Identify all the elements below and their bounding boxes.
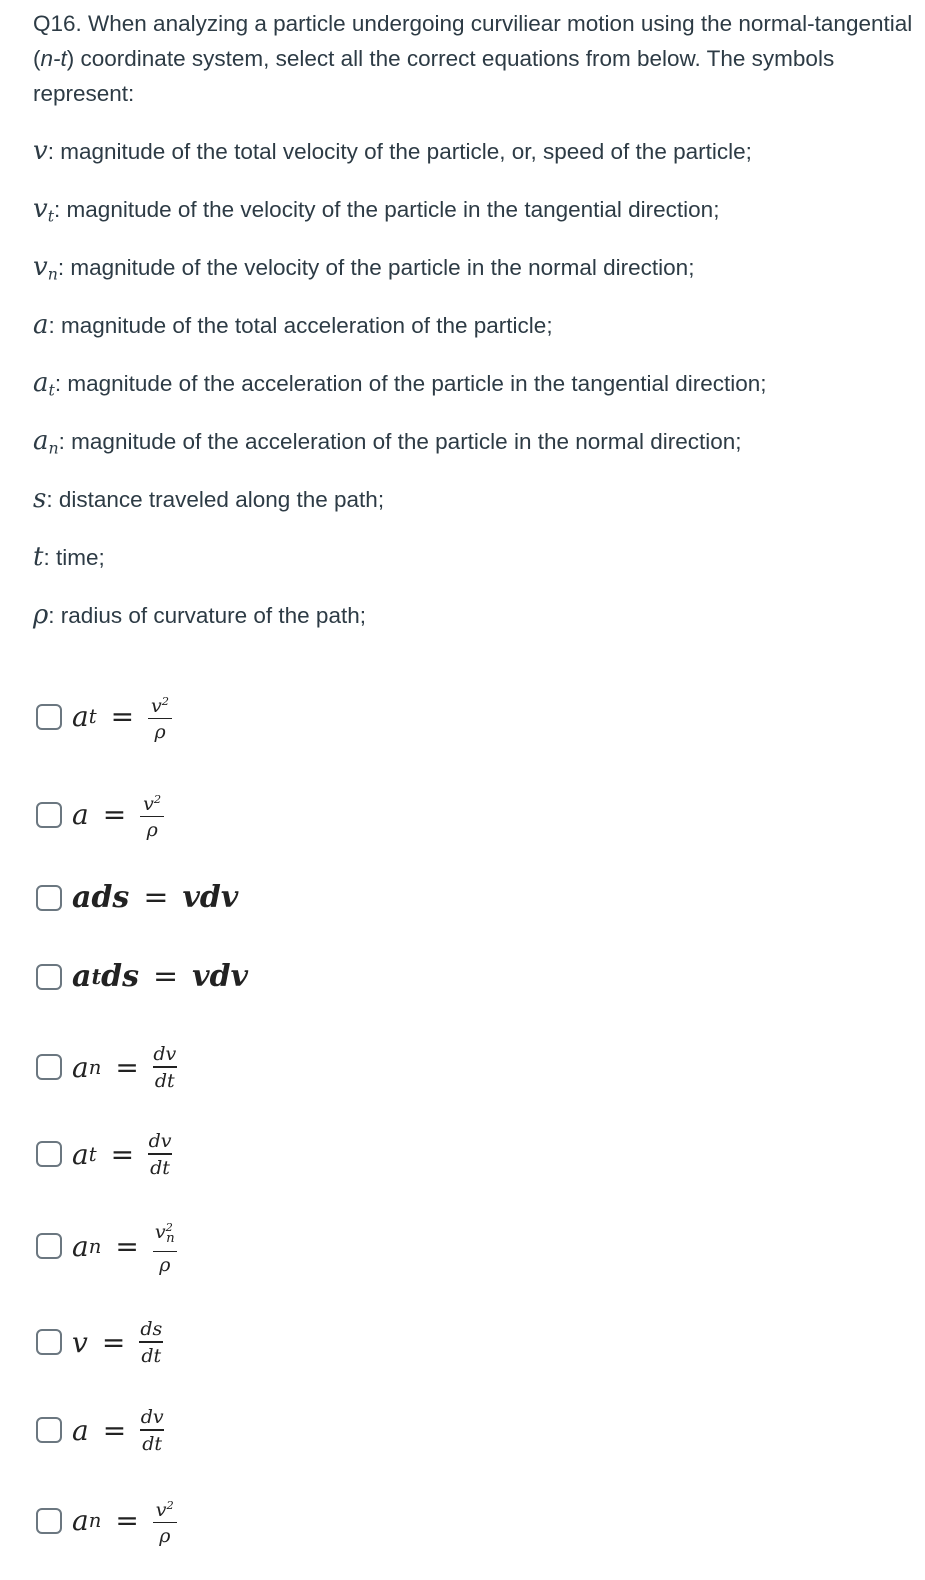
eq-sign: = (102, 798, 127, 832)
eq-lhs: a (72, 1137, 89, 1171)
question-text (33, 6, 913, 111)
option-checkbox[interactable] (36, 1054, 62, 1080)
option-checkbox[interactable] (36, 704, 62, 730)
symbol-description: : radius of curvature of the path; (48, 603, 366, 628)
option-a-dv-dt[interactable] (36, 1406, 164, 1455)
eq-lhs: a (72, 1413, 89, 1447)
symbol-def-a (33, 305, 553, 345)
eq-denominator: dt (142, 1432, 163, 1455)
symbol: v (33, 194, 48, 224)
symbol-description: : magnitude of the velocity of the particle in the tangential direction; (54, 197, 720, 222)
eq-numerator (155, 1216, 175, 1250)
symbol-description: : magnitude of the acceleration of the particle in the normal direction; (58, 429, 742, 454)
numerator-symbol: v (151, 694, 162, 717)
numerator-symbol: v (155, 1498, 167, 1521)
eq-sign: = (110, 700, 135, 734)
option-checkbox[interactable] (36, 1233, 62, 1259)
eq-sign: = (115, 1229, 139, 1263)
symbol: v (33, 136, 48, 166)
symbol-subscript: n (48, 438, 59, 458)
option-equation (72, 1216, 177, 1276)
symbol-description: : magnitude of the total velocity of the particle, or, speed of the particle; (47, 139, 752, 164)
eq-fraction (148, 1130, 172, 1179)
eq-lhs-subscript: n (88, 1234, 102, 1258)
option-a-v2-rho[interactable] (36, 788, 164, 841)
option-at-v2-rho[interactable] (36, 690, 172, 743)
option-checkbox[interactable] (36, 1508, 62, 1534)
numerator-subscript: n (166, 1230, 175, 1246)
eq-denominator: dt (141, 1344, 162, 1367)
symbol-description: : time; (43, 545, 105, 570)
numerator-superscript: 2 (165, 1220, 173, 1234)
eq-fraction (148, 690, 172, 743)
symbol-subscript: n (47, 264, 58, 284)
option-checkbox[interactable] (36, 1329, 62, 1355)
eq-sign: = (115, 1504, 139, 1538)
symbol-def-rho (33, 595, 366, 635)
eq-sign: = (101, 1325, 126, 1359)
eq-fraction (153, 1494, 177, 1547)
eq-sign: = (153, 959, 179, 994)
eq-fraction (153, 1216, 177, 1276)
option-equation (72, 690, 172, 743)
option-atds-vdv[interactable] (36, 959, 248, 994)
eq-numerator: dv (153, 1043, 177, 1065)
eq-lhs-subscript: n (88, 1055, 102, 1079)
eq-numerator (156, 1494, 174, 1521)
numerator-superscript: 2 (161, 694, 170, 708)
symbol-def-at (33, 363, 767, 403)
numerator-superscript: 2 (166, 1498, 174, 1512)
symbol-subscript: t (48, 380, 55, 400)
option-an-vn2-rho[interactable] (36, 1216, 177, 1276)
eq-lhs-rest: ds (101, 959, 140, 994)
symbol: v (33, 252, 48, 282)
symbol: a (33, 426, 49, 456)
symbol: s (33, 484, 47, 514)
eq-denominator: ρ (159, 1525, 171, 1548)
option-equation (72, 1406, 164, 1455)
symbol-description: : magnitude of the velocity of the particle in the normal direction; (57, 255, 695, 280)
option-equation (72, 1318, 163, 1367)
symbol-def-vn (33, 247, 694, 287)
eq-rhs: vdv (192, 959, 249, 994)
option-v-ds-dt[interactable] (36, 1318, 163, 1367)
option-equation (72, 1494, 177, 1547)
eq-lhs: v (72, 1325, 88, 1359)
eq-lhs: a (72, 798, 89, 832)
eq-sign: = (143, 880, 169, 915)
question-text-part-2: ) coordinate system, select all the correct equations from below. The symbols represent: (33, 46, 835, 106)
symbol-def-vt (33, 189, 719, 229)
eq-denominator: ρ (154, 721, 166, 744)
symbol: ρ (33, 600, 49, 630)
eq-numerator: dv (148, 1130, 172, 1152)
symbol-description: : distance traveled along the path; (46, 487, 385, 512)
eq-lhs-subscript: n (88, 1509, 102, 1533)
eq-sign: = (110, 1137, 135, 1171)
fraction-bar (153, 1522, 177, 1524)
option-equation (72, 1130, 172, 1179)
question-text-part-1: Q16. When analyzing a particle undergoing curviliear motion using the normal-tangential ( (33, 11, 913, 71)
eq-numerator: dv (140, 1406, 164, 1428)
eq-sign: = (102, 1413, 127, 1447)
symbol-def-t (33, 537, 105, 577)
numerator-superscript: 2 (153, 792, 162, 806)
eq-lhs-subscript: t (91, 964, 102, 989)
eq-denominator: ρ (146, 819, 158, 842)
option-checkbox[interactable] (36, 802, 62, 828)
eq-lhs-subscript: t (88, 705, 97, 729)
eq-numerator (151, 690, 169, 717)
symbol: t (33, 542, 44, 572)
fraction-bar (139, 1341, 163, 1343)
numerator-symbol: v (143, 792, 154, 815)
option-checkbox[interactable] (36, 885, 62, 911)
eq-sign: = (115, 1050, 139, 1084)
option-ads-vdv[interactable] (36, 880, 238, 915)
fraction-bar (140, 1429, 164, 1431)
symbol: a (33, 310, 49, 340)
symbol-def-s (33, 479, 384, 519)
symbol-description: : magnitude of the acceleration of the particle in the tangential direction; (54, 371, 767, 396)
eq-fraction (140, 788, 164, 841)
eq-fraction (153, 1043, 177, 1092)
numerator-symbol: v (154, 1220, 166, 1243)
eq-lhs: a (72, 1050, 89, 1084)
fraction-bar (153, 1066, 177, 1068)
eq-denominator: dt (150, 1156, 170, 1179)
option-an-v2-rho[interactable] (36, 1494, 177, 1547)
option-equation (72, 880, 238, 915)
option-equation (72, 1043, 177, 1092)
fraction-bar (148, 1153, 172, 1155)
option-checkbox[interactable] (36, 1141, 62, 1167)
eq-numerator: ds (140, 1318, 163, 1340)
eq-lhs: a (72, 1229, 89, 1263)
symbol-def-an (33, 421, 742, 461)
eq-fraction (139, 1318, 163, 1367)
option-checkbox[interactable] (36, 964, 62, 990)
eq-lhs: a (72, 700, 89, 734)
option-checkbox[interactable] (36, 1417, 62, 1443)
option-equation (72, 959, 248, 994)
eq-lhs: a (72, 1504, 89, 1538)
option-equation (72, 788, 164, 841)
symbol-subscript: t (47, 206, 55, 226)
option-at-dv-dt[interactable] (36, 1130, 172, 1179)
eq-fraction (140, 1406, 164, 1455)
option-an-dv-dt[interactable] (36, 1043, 177, 1092)
symbol-description: : magnitude of the total acceleration of the particle; (48, 313, 553, 338)
fraction-bar (140, 816, 164, 818)
eq-numerator (143, 788, 161, 815)
fraction-bar (153, 1251, 177, 1253)
eq-lhs-subscript: t (88, 1142, 97, 1166)
question-nt-italic: n-t (40, 46, 67, 71)
eq-rhs: vdv (182, 880, 239, 915)
symbol: a (33, 368, 49, 398)
eq-lhs: ads (72, 880, 130, 915)
fraction-bar (148, 718, 172, 720)
eq-denominator: ρ (159, 1254, 171, 1277)
eq-denominator: dt (154, 1069, 175, 1092)
symbol-def-v (33, 131, 752, 171)
eq-lhs: a (72, 959, 92, 994)
